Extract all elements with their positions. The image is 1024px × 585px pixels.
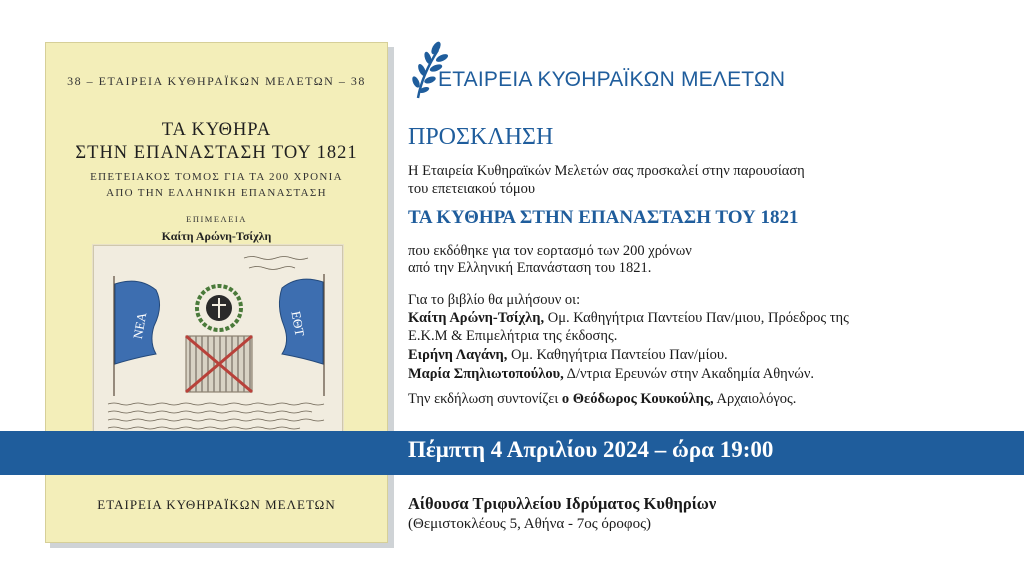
flag-right-text: ΕΘΤ (288, 309, 308, 338)
speaker-3-line (408, 366, 814, 383)
speaker-1-role: Ομ. Καθηγήτρια Παντείου Παν/μιου, Πρόεδρος της (544, 310, 849, 326)
speaker-2-role: Ομ. Καθηγήτρια Παντείου Παν/μίου. (507, 347, 728, 363)
speaker-3-name: Μαρία Σπηλιωτοπούλου, (408, 366, 564, 382)
handwriting-top (244, 257, 308, 270)
invitation-heading: ΠΡΟΣΚΛΗΣΗ (408, 124, 554, 150)
coordinator-line (408, 391, 796, 408)
book-title-line2: ΣΤΗΝ ΕΠΑΝΑΣΤΑΣΗ ΤΟΥ 1821 (75, 143, 358, 163)
coordinator-role: Αρχαιολόγος. (713, 391, 797, 407)
book-publisher: ΕΤΑΙΡΕΙΑ ΚΥΘΗΡΑΪΚΩΝ ΜΕΛΕΤΩΝ (97, 497, 336, 512)
coordinator-name: ο Θεόδωρος Κουκούλης, (561, 391, 714, 407)
speakers-intro: Για το βιβλίο θα μιλήσουν οι: (408, 292, 581, 308)
event-datetime: Πέμπτη 4 Απριλίου 2024 – ώρα 19:00 (408, 437, 774, 462)
intro-line-1: Η Εταιρεία Κυθηραϊκών Μελετών σας προσκαλεί στην παρουσίαση (408, 163, 805, 179)
book-subtitle-line2: ΑΠΟ ΤΗΝ ΕΛΛΗΝΙΚΗ ΕΠΑΝΑΣΤΑΣΗ (106, 187, 327, 199)
book-editor-name: Καίτη Αρώνη-Τσίχλη (161, 229, 272, 243)
event-venue: Αίθουσα Τριφυλλείου Ιδρύματος Κυθηρίων (408, 494, 717, 513)
manuscript-illustration (93, 245, 343, 462)
speaker-2-line (408, 347, 728, 364)
speaker-1-line (408, 310, 849, 327)
speaker-3-role: Δ/ντρια Ερευνών στην Ακαδημία Αθηνών. (563, 366, 815, 382)
intro-line-2: του επετειακού τόμου (408, 181, 536, 197)
crossed-striped-shield (186, 336, 252, 392)
wreath-cross-emblem (197, 286, 241, 330)
book-subtitle-line1: ΕΠΕΤΕΙΑΚΟΣ ΤΟΜΟΣ ΓΙΑ ΤΑ 200 ΧΡΟΝΙΑ (90, 171, 343, 183)
purpose-line-2: από την Ελληνική Επανάσταση του 1821. (408, 260, 652, 276)
organization-logo-text: ΕΤΑΙΡΕΙΑ ΚΥΘΗΡΑΪΚΩΝ ΜΕΛΕΤΩΝ (438, 68, 786, 91)
featured-book-title: ΤΑ ΚΥΘΗΡΑ ΣΤΗΝ ΕΠΑΝΑΣΤΑΣΗ ΤΟΥ 1821 (408, 207, 799, 228)
book-editor-label: ΕΠΙΜΕΛΕΙΑ (186, 214, 247, 224)
book-title-line1: ΤΑ ΚΥΘΗΡΑ (161, 120, 272, 140)
purpose-line-1: που εκδόθηκε για τον εορτασμό των 200 χρόνων (408, 243, 692, 259)
speaker-2-name: Ειρήνη Λαγάνη, (408, 347, 508, 363)
flag-left-text: ΝΕΑ (129, 311, 150, 341)
speaker-1-name: Καίτη Αρώνη-Τσίχλη, (408, 310, 545, 326)
speaker-1-role-continued: Ε.Κ.Μ & Επιμελήτρια της έκδοσης. (408, 328, 618, 344)
event-address: (Θεμιστοκλέους 5, Αθήνα - 7ος όροφος) (408, 516, 652, 532)
book-series-line: 38 – ΕΤΑΙΡΕΙΑ ΚΥΘΗΡΑΪΚΩΝ ΜΕΛΕΤΩΝ – 38 (67, 74, 366, 88)
coordinator-prefix: Την εκδήλωση συντονίζει (408, 391, 562, 407)
